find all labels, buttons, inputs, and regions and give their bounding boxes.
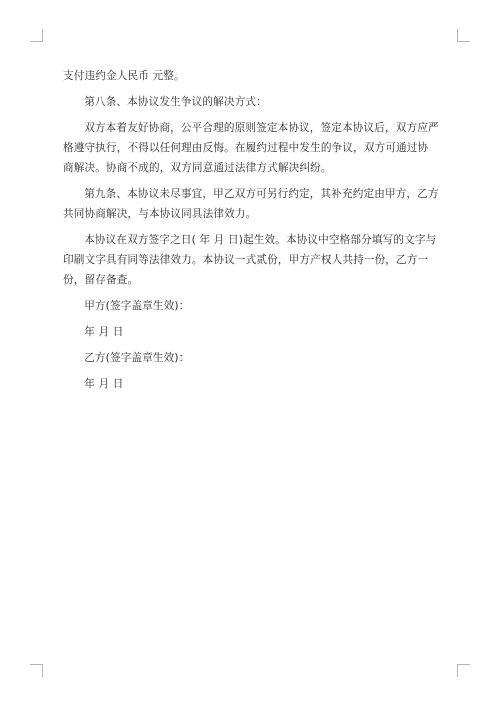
party-a-date: 年 月 日 (84, 326, 124, 338)
party-b-date: 年 月 日 (84, 378, 124, 390)
paragraph-effective-date: 本协议在双方签字之日( 年 月 日)起生效。本协议中空格部分填写的文字与印刷文字具有同等法律效力。本协议一式贰份，甲方产权人共持一份，乙方一份，留存备查。 (63, 234, 437, 286)
party-b-signature-label: 乙方(签字盖章生效)： (84, 352, 190, 364)
article-8-heading: 第八条、本协议发生争议的解决方式： (84, 96, 267, 108)
crop-mark-top-right (457, 29, 470, 42)
party-a-signature-label: 甲方(签字盖章生效)： (84, 300, 190, 312)
paragraph-dispute-resolution: 双方本着友好协商，公平合理的原则签定本协议，签定本协议后，双方应严格遵守执行，不得以任何理由反悔。在履约过程中发生的争议，双方可通过协商解决。协商不成的，双方同意通过法律方式解决纠纷。 (63, 122, 439, 174)
crop-mark-top-left (30, 29, 43, 42)
crop-mark-bottom-right (457, 664, 470, 677)
paragraph-penalty: 支付违约金人民币 元整。 (63, 70, 185, 82)
article-9-paragraph: 第九条、本协议未尽事宜，甲乙双方可另行约定，其补充约定由甲方，乙方共同协商解决，与本协议同具法律效力。 (63, 188, 439, 220)
document-body (63, 66, 439, 400)
crop-mark-bottom-left (30, 664, 43, 677)
